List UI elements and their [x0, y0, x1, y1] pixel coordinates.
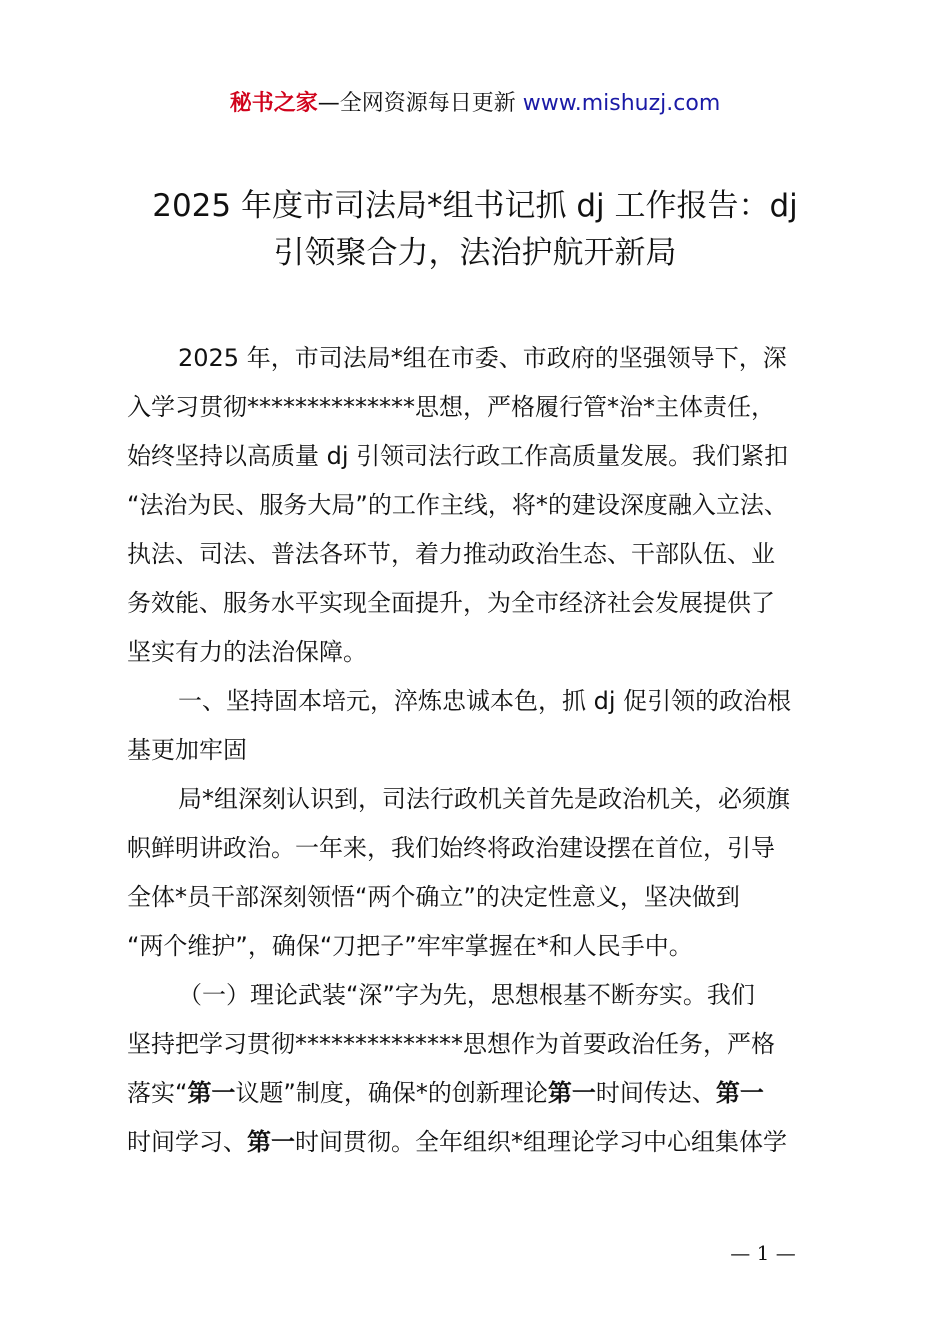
title-line-2: 引领聚合力，法治护航开新局: [273, 235, 677, 271]
text-run: 落实“: [127, 1079, 188, 1107]
body-line-mixed: [127, 1118, 857, 1167]
site-header: [0, 86, 950, 122]
body-line: 帜鲜明讲政治。一年来，我们始终将政治建设摆在首位，引导: [127, 834, 775, 862]
text-run: 议题”制度，确保*的创新理论: [235, 1079, 548, 1107]
bold-text-run: 第一: [715, 1079, 764, 1107]
body-line: “法治为民、服务大局”的工作主线，将*的建设深度融入立法、: [127, 491, 788, 519]
bold-text-run: 第一: [187, 1079, 236, 1107]
document-body: [127, 334, 857, 1167]
text-run: 时间传达、: [595, 1079, 716, 1107]
text-run: 时间学习、: [127, 1128, 247, 1156]
body-line: 全体*员干部深刻领悟“两个确立”的决定性意义，坚决做到: [127, 883, 740, 911]
body-line: “两个维护”，确保“刀把子”牢牢掌握在*和人民手中。: [127, 932, 693, 960]
body-line: 局*组深刻认识到，司法行政机关首先是政治机关，必须旗: [178, 785, 790, 813]
body-line: 始终坚持以高质量 dj 引领司法行政工作高质量发展。我们紧扣: [127, 442, 789, 470]
body-line: 坚实有力的法治保障。: [127, 638, 367, 666]
body-line-mixed: [127, 1069, 857, 1118]
body-line: 入学习贯彻**************思想，严格履行管*治*主体责任，: [127, 393, 775, 421]
bold-text-run: 第一: [247, 1128, 295, 1156]
bold-text-run: 第一: [547, 1079, 596, 1107]
page-number: — 1 —: [730, 1241, 796, 1265]
section-heading-line: 一、坚持固本培元，淬炼忠诚本色，抓 dj 促引领的政治根: [178, 687, 792, 715]
body-line: 务效能、服务水平实现全面提升，为全市经济社会发展提供了: [127, 589, 775, 617]
body-line: 执法、司法、普法各环节，着力推动政治生态、干部队伍、业: [127, 540, 775, 568]
document-title: [80, 183, 870, 277]
site-url-link[interactable]: www.mishuzj.com: [522, 91, 721, 116]
title-line-1: 2025 年度市司法局*组书记抓 dj 工作报告：dj: [152, 188, 798, 224]
body-line: （一）理论武装“深”字为先，思想根基不断夯实。我们: [178, 981, 755, 1009]
body-line: 2025 年，市司法局*组在市委、市政府的坚强领导下，深: [178, 344, 787, 372]
body-line: 坚持把学习贯彻**************思想作为首要政治任务，严格: [127, 1030, 775, 1058]
text-run: 时间贯彻。全年组织*组理论学习中心组集体学: [295, 1128, 787, 1156]
section-heading-line: 基更加牢固: [127, 736, 247, 764]
brand-name: 秘书之家: [229, 91, 318, 116]
header-tagline: —全网资源每日更新: [317, 91, 523, 116]
